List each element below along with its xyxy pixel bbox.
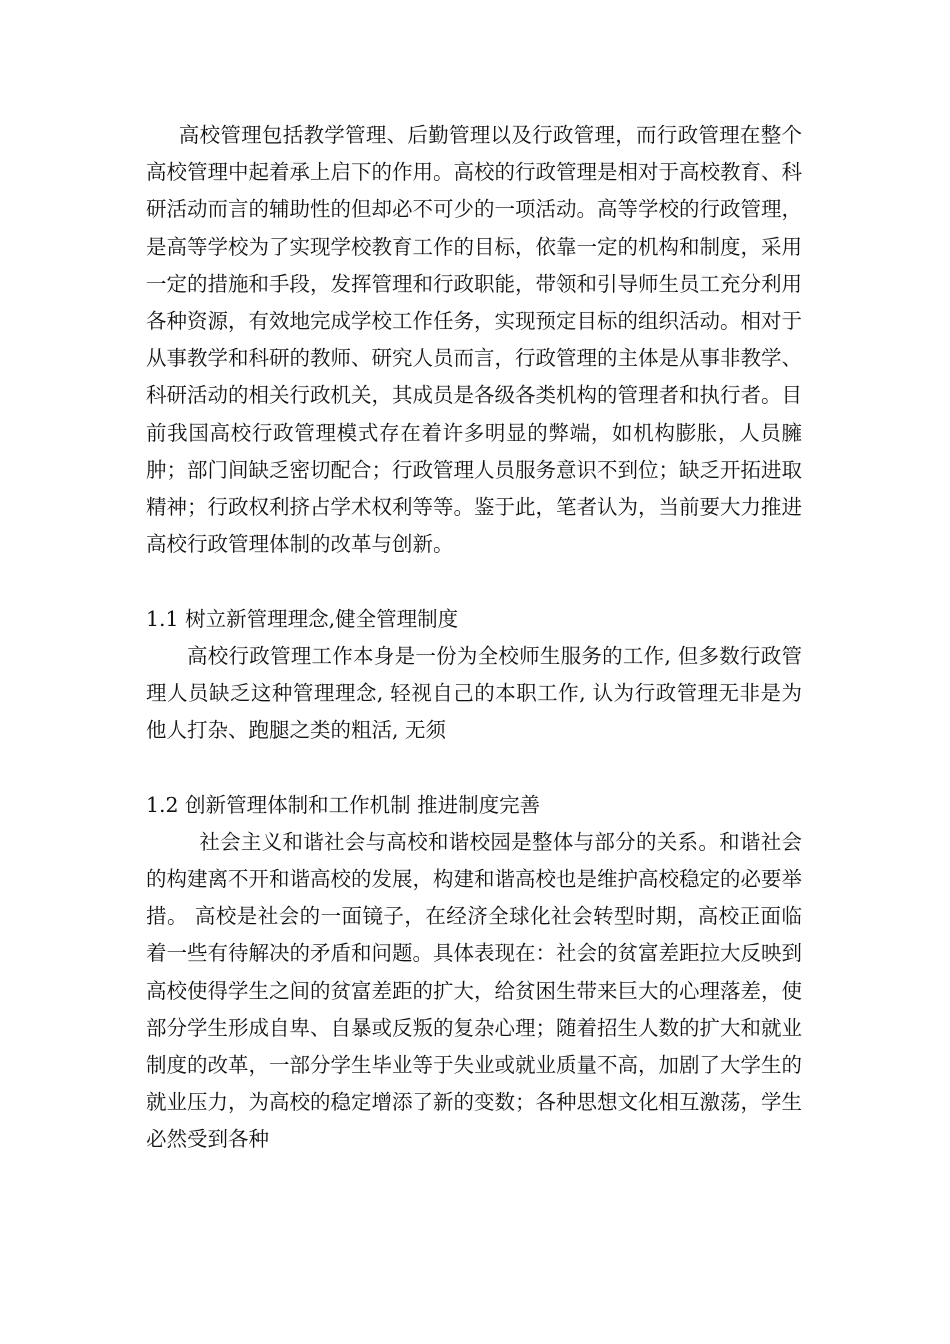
section-2-heading: 1.2 创新管理体制和工作机制 推进制度完善 <box>146 792 541 817</box>
section-1-paragraph: 高校行政管理工作本身是一份为全校师生服务的工作, 但多数行政管理人员缺乏这种管理理念, 轻视自己的本职工作, 认为行政管理无非是为他人打杂、跑腿之类的粗活, 无须 <box>146 643 802 743</box>
section-gap <box>146 749 802 786</box>
section-1-heading: 1.1 树立新管理理念,健全管理制度 <box>146 606 459 631</box>
document-body <box>146 117 802 1159</box>
intro-paragraph: 高校管理包括教学管理、后勤管理以及行政管理，而行政管理在整个高校管理中起着承上启下的作用。高校的行政管理是相对于高校教育、科研活动而言的辅助性的但却必不可少的一项活动。高等学校的行政管理，是高等学校为了实现学校教育工作的目标，依靠一定的机构和制度，采用一定的措施和手段，发挥管理和行政职能，带领和引导师生员工充分利用各种资源，有效地完成学校工作任务，实现预定目标的组织活动。相对于从事教学和科研的教师、研究人员而言，行政管理的主体是从事非教学、科研活动的相关行政机关，其成员是各级各类机构的管理者和执行者。目前我国高校行政管理模式存在着许多明显的弊端，如机构膨胀，人员臃肿；部门间缺乏密切配合；行政管理人员服务意识不到位；缺乏开拓进取精神；行政权利挤占学术权利等等。鉴于此，笔者认为，当前要大力推进高校行政管理体制的改革与创新。 <box>146 123 802 557</box>
section-gap <box>146 563 802 600</box>
section-2-paragraph: 社会主义和谐社会与高校和谐校园是整体与部分的关系。和谐社会的构建离不开和谐高校的发展，构建和谐高校也是维护高校稳定的必要举措。 高校是社会的一面镜子，在经济全球化社会转型时期，高校正面临着一些有待解决的矛盾和问题。具体表现在：社会的贫富差距拉大反映到高校使得学生之间的贫富差距的扩大，给贫困生带来巨大的心理落差，使部分学生形成自卑、自暴或反叛的复杂心理；随着招生人数的扩大和就业制度的改革，一部分学生毕业等于失业或就业质量不高，加剧了大学生的就业压力，为高校的稳定增添了新的变数；各种思想文化相互激荡，学生必然受到各种 <box>146 829 802 1152</box>
